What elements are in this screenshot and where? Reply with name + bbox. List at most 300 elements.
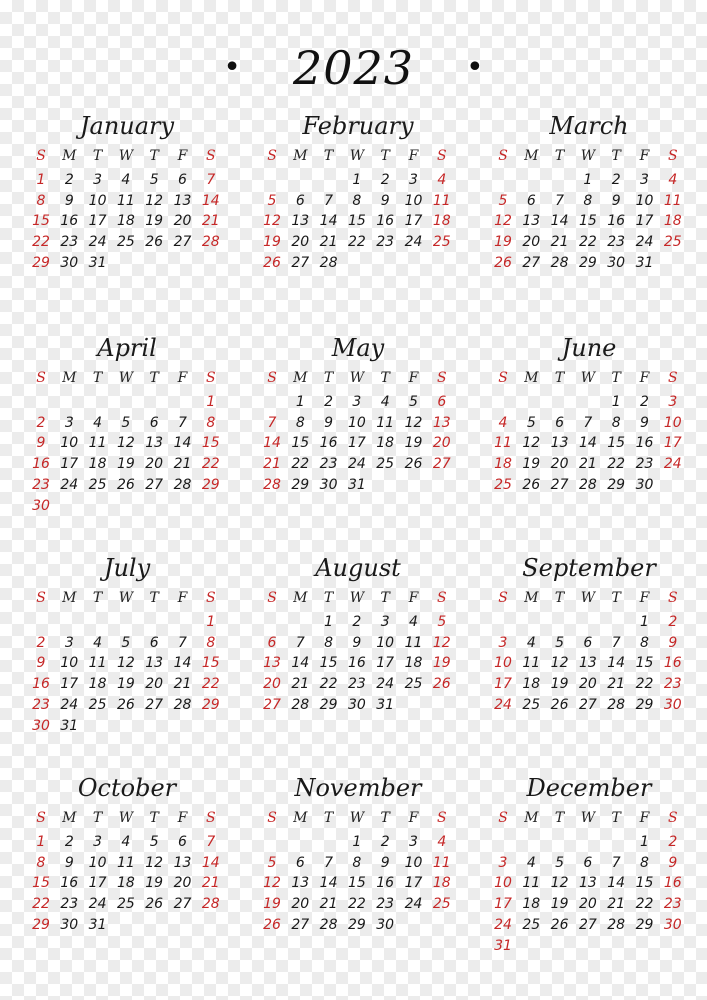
day-cell: 10 — [60, 655, 79, 672]
weekday-header: W — [580, 148, 596, 164]
day-cell: 30 — [376, 916, 395, 933]
weekday-header: M — [62, 148, 77, 164]
day-cell: 11 — [116, 854, 135, 871]
day-cell: 1 — [206, 614, 216, 630]
day-cell: 5 — [149, 834, 159, 850]
weekday-header: T — [554, 590, 565, 606]
day-cell: 27 — [145, 476, 164, 493]
day-cell: 29 — [201, 476, 220, 493]
day-cell: 24 — [494, 696, 512, 713]
day-cell: 10 — [635, 192, 654, 209]
day-cell: 21 — [173, 456, 192, 473]
day-cell: 10 — [347, 414, 366, 431]
day-cell: 19 — [263, 234, 281, 251]
day-cell: 17 — [88, 875, 107, 892]
weekday-header: M — [524, 370, 539, 386]
day-cell: 26 — [263, 254, 281, 271]
day-cell: 14 — [201, 192, 220, 209]
month-name: January — [79, 112, 175, 140]
weekday-header: T — [611, 590, 621, 606]
day-cell: 29 — [319, 696, 338, 713]
day-cell: 7 — [178, 414, 187, 431]
day-cell: 6 — [149, 634, 159, 651]
weekday-header: M — [293, 370, 308, 386]
day-cell: 15 — [291, 435, 310, 452]
day-cell: 8 — [611, 414, 621, 431]
day-cell: 18 — [663, 213, 682, 230]
day-cell: 14 — [319, 213, 338, 230]
day-cell: 15 — [347, 213, 366, 230]
day-cell: 16 — [60, 875, 79, 892]
day-cell: 18 — [522, 896, 541, 913]
day-cell: 14 — [173, 435, 192, 452]
day-cell: 7 — [611, 634, 621, 651]
day-cell: 23 — [319, 456, 338, 473]
day-cell: 19 — [522, 456, 541, 473]
day-cell: 29 — [607, 476, 626, 493]
day-cell: 11 — [494, 435, 512, 452]
day-cell: 19 — [550, 896, 569, 913]
day-cell: 22 — [32, 896, 50, 913]
day-cell: 21 — [319, 896, 338, 913]
weekday-header: S — [668, 590, 678, 606]
day-cell: 3 — [668, 394, 678, 410]
day-cell: 4 — [93, 414, 103, 431]
day-cell: 11 — [522, 655, 541, 672]
day-cell: 28 — [201, 234, 220, 251]
day-cell: 9 — [611, 192, 621, 209]
day-cell: 4 — [498, 414, 508, 431]
day-cell: 2 — [36, 634, 46, 651]
day-cell: 11 — [88, 655, 107, 672]
day-cell: 3 — [409, 834, 418, 850]
weekday-header: F — [639, 148, 650, 164]
weekday-header: W — [349, 148, 365, 164]
weekday-header: F — [639, 810, 650, 826]
day-cell: 21 — [607, 676, 626, 693]
day-cell: 19 — [494, 234, 512, 251]
day-cell: 16 — [60, 213, 79, 230]
weekday-header: T — [323, 590, 334, 606]
weekday-header: S — [267, 810, 277, 826]
day-cell: 26 — [145, 234, 164, 251]
day-cell: 24 — [347, 456, 366, 473]
day-cell: 9 — [352, 634, 362, 651]
day-cell: 14 — [578, 435, 597, 452]
day-cell: 4 — [437, 834, 447, 850]
day-cell: 20 — [432, 435, 451, 452]
day-cell: 27 — [291, 916, 310, 933]
weekday-header: T — [149, 370, 159, 386]
day-cell: 14 — [550, 213, 569, 230]
month-name: September — [522, 554, 656, 582]
day-cell: 12 — [116, 655, 135, 672]
day-cell: 28 — [578, 476, 597, 493]
day-cell: 30 — [635, 476, 654, 493]
month-name: December — [526, 774, 652, 802]
day-cell: 15 — [607, 435, 626, 452]
day-cell: 4 — [526, 634, 536, 651]
day-cell: 30 — [663, 916, 682, 933]
day-cell: 5 — [498, 192, 508, 209]
day-cell: 1 — [611, 394, 621, 410]
day-cell: 26 — [145, 896, 164, 913]
month-august — [258, 550, 458, 755]
day-cell: 9 — [668, 854, 678, 871]
day-cell: 13 — [522, 213, 541, 230]
day-cell: 5 — [267, 854, 277, 871]
day-cell: 21 — [201, 875, 220, 892]
day-cell: 29 — [291, 476, 310, 493]
weekday-header: S — [498, 148, 508, 164]
day-cell: 26 — [550, 916, 569, 933]
month-name: July — [103, 554, 151, 582]
day-cell: 27 — [578, 916, 597, 933]
day-cell: 1 — [352, 172, 362, 188]
day-cell: 8 — [206, 634, 216, 651]
day-cell: 3 — [352, 394, 362, 410]
day-cell: 13 — [263, 655, 281, 672]
day-cell: 26 — [522, 476, 541, 493]
day-cell: 12 — [404, 414, 423, 431]
day-cell: 8 — [36, 192, 46, 209]
day-cell: 7 — [555, 192, 565, 209]
weekday-header: S — [206, 810, 216, 826]
month-name: February — [302, 112, 414, 140]
day-cell: 2 — [640, 394, 649, 410]
day-cell: 2 — [380, 834, 390, 850]
day-cell: 16 — [319, 435, 338, 452]
day-cell: 18 — [404, 655, 423, 672]
day-cell: 10 — [663, 414, 682, 431]
weekday-header: T — [611, 148, 621, 164]
day-cell: 22 — [607, 456, 626, 473]
day-cell: 22 — [635, 676, 654, 693]
month-name: June — [561, 334, 617, 362]
weekday-header: F — [639, 370, 650, 386]
weekday-header: W — [349, 590, 365, 606]
day-cell: 20 — [145, 676, 164, 693]
day-cell: 27 — [263, 696, 281, 713]
day-cell: 7 — [206, 172, 216, 188]
day-cell: 16 — [635, 435, 654, 452]
day-cell: 12 — [263, 213, 281, 230]
weekday-header: F — [639, 590, 650, 606]
day-cell: 9 — [324, 414, 334, 431]
month-march — [489, 108, 689, 313]
weekday-header: T — [380, 148, 390, 164]
day-cell: 6 — [267, 634, 277, 651]
weekday-header: W — [118, 148, 134, 164]
day-cell: 22 — [201, 456, 220, 473]
day-cell: 30 — [60, 916, 79, 933]
day-cell: 10 — [494, 655, 512, 672]
day-cell: 30 — [319, 476, 338, 493]
weekday-header: T — [380, 810, 390, 826]
day-cell: 17 — [88, 213, 107, 230]
day-cell: 10 — [88, 192, 107, 209]
day-cell: 3 — [64, 634, 74, 651]
weekday-header: W — [118, 370, 134, 386]
day-cell: 30 — [607, 254, 626, 271]
day-cell: 22 — [32, 234, 50, 251]
weekday-header: W — [580, 370, 596, 386]
day-cell: 18 — [432, 213, 451, 230]
day-cell: 3 — [498, 854, 508, 871]
day-cell: 30 — [347, 696, 366, 713]
day-cell: 8 — [640, 634, 649, 651]
month-name: October — [77, 774, 177, 802]
day-cell: 18 — [494, 456, 512, 473]
day-cell: 1 — [324, 614, 334, 630]
day-cell: 21 — [201, 213, 220, 230]
day-cell: 25 — [432, 896, 451, 913]
right-dot-ornament: • — [466, 50, 484, 85]
day-cell: 8 — [640, 854, 649, 871]
day-cell: 12 — [522, 435, 541, 452]
weekday-header: F — [408, 590, 419, 606]
day-cell: 15 — [32, 213, 50, 230]
day-cell: 25 — [432, 234, 451, 251]
day-cell: 27 — [145, 696, 164, 713]
day-cell: 18 — [432, 875, 451, 892]
day-cell: 13 — [550, 435, 569, 452]
day-cell: 5 — [267, 192, 277, 209]
day-cell: 14 — [201, 854, 220, 871]
day-cell: 25 — [663, 234, 682, 251]
day-cell: 21 — [319, 234, 338, 251]
month-name: April — [97, 334, 157, 362]
month-september — [489, 550, 689, 755]
day-cell: 23 — [32, 696, 50, 713]
day-cell: 9 — [64, 192, 74, 209]
day-cell: 11 — [432, 192, 451, 209]
weekday-header: F — [408, 810, 419, 826]
day-cell: 9 — [36, 655, 46, 672]
day-cell: 23 — [663, 676, 682, 693]
day-cell: 6 — [437, 394, 447, 410]
weekday-header: S — [267, 590, 277, 606]
day-cell: 24 — [88, 234, 107, 251]
day-cell: 16 — [663, 655, 682, 672]
day-cell: 20 — [578, 676, 597, 693]
day-cell: 5 — [526, 414, 536, 431]
day-cell: 13 — [145, 435, 164, 452]
weekday-header: S — [36, 370, 46, 386]
day-cell: 1 — [206, 394, 216, 410]
day-cell: 20 — [263, 676, 281, 693]
month-name: November — [294, 774, 422, 802]
weekday-header: T — [92, 370, 103, 386]
month-october — [27, 770, 227, 975]
weekday-header: M — [293, 148, 308, 164]
day-cell: 15 — [201, 435, 220, 452]
day-cell: 5 — [555, 634, 565, 651]
day-cell: 19 — [116, 456, 135, 473]
day-cell: 7 — [324, 854, 334, 871]
day-cell: 31 — [376, 696, 395, 713]
day-cell: 7 — [324, 192, 334, 209]
day-cell: 11 — [404, 634, 423, 651]
weekday-header: F — [408, 148, 419, 164]
day-cell: 28 — [291, 696, 310, 713]
day-cell: 1 — [36, 172, 46, 188]
month-november — [258, 770, 458, 975]
day-cell: 1 — [295, 394, 305, 410]
weekday-header: T — [323, 810, 334, 826]
day-cell: 17 — [404, 875, 423, 892]
month-april — [27, 330, 227, 535]
day-cell: 7 — [295, 634, 305, 651]
day-cell: 17 — [494, 676, 512, 693]
day-cell: 2 — [668, 614, 678, 630]
day-cell: 28 — [263, 476, 281, 493]
weekday-header: S — [206, 370, 216, 386]
day-cell: 23 — [376, 896, 395, 913]
day-cell: 28 — [319, 254, 338, 271]
day-cell: 28 — [319, 916, 338, 933]
day-cell: 22 — [291, 456, 310, 473]
day-cell: 9 — [380, 192, 390, 209]
day-cell: 6 — [555, 414, 565, 431]
month-name: March — [549, 112, 629, 140]
day-cell: 19 — [404, 435, 423, 452]
day-cell: 27 — [432, 456, 451, 473]
day-cell: 9 — [640, 414, 649, 431]
weekday-header: W — [118, 590, 134, 606]
day-cell: 8 — [36, 854, 46, 871]
day-cell: 23 — [376, 234, 395, 251]
day-cell: 9 — [64, 854, 74, 871]
day-cell: 13 — [145, 655, 164, 672]
day-cell: 31 — [494, 937, 512, 954]
weekday-header: M — [62, 590, 77, 606]
day-cell: 18 — [116, 213, 135, 230]
day-cell: 3 — [409, 172, 418, 188]
day-cell: 4 — [437, 172, 447, 188]
day-cell: 22 — [635, 896, 654, 913]
day-cell: 16 — [376, 875, 395, 892]
left-dot-ornament: • — [223, 50, 241, 85]
day-cell: 28 — [173, 476, 192, 493]
weekday-header: M — [293, 810, 308, 826]
day-cell: 4 — [380, 394, 390, 410]
weekday-header: S — [36, 148, 46, 164]
weekday-header: S — [206, 148, 216, 164]
day-cell: 28 — [607, 696, 626, 713]
weekday-header: T — [554, 148, 565, 164]
weekday-header: T — [149, 590, 159, 606]
weekday-header: S — [437, 370, 447, 386]
day-cell: 13 — [578, 655, 597, 672]
day-cell: 19 — [145, 213, 164, 230]
day-cell: 25 — [116, 234, 135, 251]
day-cell: 3 — [93, 834, 103, 850]
day-cell: 26 — [432, 676, 451, 693]
day-cell: 2 — [352, 614, 362, 630]
day-cell: 6 — [178, 834, 187, 850]
day-cell: 26 — [550, 696, 569, 713]
day-cell: 15 — [319, 655, 338, 672]
day-cell: 30 — [32, 497, 50, 514]
day-cell: 8 — [352, 192, 362, 209]
day-cell: 14 — [607, 655, 626, 672]
day-cell: 24 — [404, 896, 423, 913]
day-cell: 6 — [178, 172, 187, 188]
day-cell: 10 — [404, 192, 423, 209]
day-cell: 29 — [347, 916, 366, 933]
day-cell: 20 — [291, 896, 310, 913]
day-cell: 15 — [32, 875, 50, 892]
day-cell: 28 — [607, 916, 626, 933]
day-cell: 12 — [432, 634, 451, 651]
day-cell: 7 — [583, 414, 593, 431]
weekday-header: S — [267, 370, 277, 386]
day-cell: 13 — [432, 414, 451, 431]
day-cell: 30 — [32, 717, 50, 734]
day-cell: 12 — [145, 192, 164, 209]
day-cell: 21 — [578, 456, 597, 473]
day-cell: 4 — [93, 634, 103, 651]
year-title: 2023 — [292, 41, 415, 95]
day-cell: 12 — [550, 875, 569, 892]
day-cell: 20 — [522, 234, 541, 251]
day-cell: 14 — [607, 875, 626, 892]
day-cell: 2 — [36, 414, 46, 431]
day-cell: 11 — [88, 435, 107, 452]
day-cell: 21 — [263, 456, 281, 473]
day-cell: 10 — [376, 634, 395, 651]
day-cell: 22 — [347, 896, 366, 913]
day-cell: 28 — [201, 896, 220, 913]
day-cell: 17 — [663, 435, 682, 452]
weekday-header: T — [323, 370, 334, 386]
day-cell: 9 — [380, 854, 390, 871]
day-cell: 28 — [550, 254, 569, 271]
day-cell: 13 — [291, 875, 310, 892]
day-cell: 29 — [635, 916, 654, 933]
weekday-header: T — [380, 590, 390, 606]
day-cell: 23 — [663, 896, 682, 913]
weekday-header: F — [177, 590, 188, 606]
day-cell: 23 — [60, 896, 79, 913]
day-cell: 16 — [663, 875, 682, 892]
year-header — [0, 36, 707, 100]
day-cell: 18 — [522, 676, 541, 693]
month-july — [27, 550, 227, 755]
day-cell: 3 — [498, 634, 508, 651]
day-cell: 14 — [263, 435, 281, 452]
weekday-header: T — [149, 148, 159, 164]
day-cell: 8 — [206, 414, 216, 431]
day-cell: 9 — [668, 634, 678, 651]
weekday-header: T — [92, 148, 103, 164]
day-cell: 15 — [347, 875, 366, 892]
day-cell: 4 — [121, 834, 131, 850]
day-cell: 6 — [583, 634, 593, 651]
day-cell: 27 — [522, 254, 541, 271]
day-cell: 22 — [578, 234, 597, 251]
day-cell: 5 — [149, 172, 159, 188]
day-cell: 1 — [640, 834, 649, 850]
day-cell: 16 — [607, 213, 626, 230]
day-cell: 28 — [173, 696, 192, 713]
day-cell: 27 — [578, 696, 597, 713]
day-cell: 17 — [404, 213, 423, 230]
day-cell: 18 — [376, 435, 395, 452]
day-cell: 12 — [550, 655, 569, 672]
day-cell: 25 — [376, 456, 395, 473]
